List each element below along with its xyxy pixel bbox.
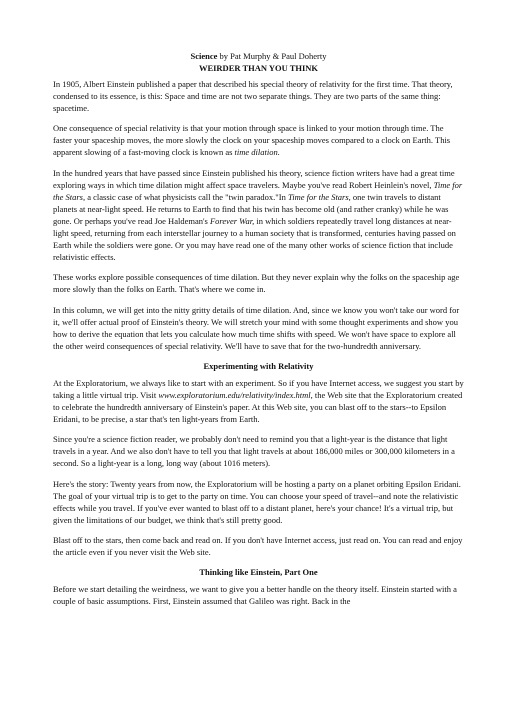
column-header <box>53 50 464 62</box>
paragraph-6: At the Exploratorium, we always like to start with an experiment. So if you have Internet access, we suggest you start by taking a little virtual trip. Visit www.exploratorium.edu/relativity/index.html, the Web site that the Exploratorium created to celebrate the hundredth anniversary of Einstein's paper. At this Web site, you can blast off to the stars--to Epsilon Eridani, to be precise, a star that's ten light-years from Earth. <box>53 377 464 425</box>
book-title: Forever War, <box>209 215 255 226</box>
article-title: WEIRDER THAN YOU THINK <box>198 63 319 73</box>
byline: by Pat Murphy & Paul Doherty <box>217 51 327 61</box>
paragraph-8: Here's the story: Twenty years from now, the Exploratorium will be hosting a party on a planet orbiting Epsilon Eridani. The goal of your virtual trip is to get to the party on time. You can choose your speed of travel--and note the relativistic effects while you travel. If you've ever wanted to blast off to a distant planet, here's your chance! It's a virtual trip, but given the limitations of our budget, we think that's still pretty good. <box>53 478 461 525</box>
term-time-dilation: time dilation. <box>234 147 280 158</box>
paragraph-1: In 1905, Albert Einstein published a paper that described his special theory of relativity for the first time. That theory, condensed to its essence, is this: Space and time are not two separate things. They are two parts of the same thing: spacetime. <box>53 79 453 114</box>
paragraph-2: One consequence of special relativity is that your motion through space is linked to your motion through time. The faster your spaceship moves, the more slowly the clock on your spaceship moves compared to a clock on Earth. This apparent slowing of a fast-moving clock is known as time dilation. <box>53 123 451 158</box>
website-url: www.exploratorium.edu/relativity/index.html <box>158 389 311 400</box>
section-heading-experimenting: Experimenting with Relativity <box>203 360 314 371</box>
paragraph-10: Before we start detailing the weirdness, we want to give you a better handle on the theory itself. Einstein started with a couple of basic assumptions. First, Einstein assumed that Galileo was right. Back in the <box>53 584 457 607</box>
paragraph-4: These works explore possible consequences of time dilation. But they never explain why the folks on the spaceship age more slowly than the folks on Earth. That's where we come in. <box>53 272 460 295</box>
book-title: Time for the Stars, <box>287 191 351 202</box>
section-name: Science <box>190 51 218 61</box>
paragraph-3: In the hundred years that have passed since Einstein published his theory, science fiction writers have had a great time exploring ways in which time dilation might affect space travelers. Maybe you've read Robert Heinlein's novel, Time for the Stars, a classic case of what physicists call the "twin paradox."In Time for the Stars, one twin travels to distant planets at near-light speed. He returns to Earth to find that his twin has become old (and rather cranky) while he was gone. Or perhaps you've read Joe Haldeman's Forever War, in which soldiers repeatedly travel long distances at near-light speed, returning from each interstellar journey to a human society that is transformed, centuries having passed on Earth while the soldiers were gone. Or you may have read one of the many other works of science fiction that include relativistic effects. <box>53 167 463 263</box>
paragraph-9: Blast off to the stars, then come back and read on. If you don't have Internet access, just read on. You can read and enjoy the article even if you never visit the Web site. <box>53 534 463 557</box>
section-heading-thinking: Thinking like Einstein, Part One <box>199 567 318 578</box>
book-title: Time for the Stars, <box>53 179 463 202</box>
paragraph-5: In this column, we will get into the nitty gritty details of time dilation. And, since we know you won't take our word for it, we'll offer actual proof of Einstein's theory. We will stretch your mind with some thought experiments and show you how to derive the equation that lets you calculate how much time shifts with speed. We won't have space to explore all the other weird consequences of special relativity. We'll have to save that for the two-hundredth anniversary. <box>53 304 460 351</box>
paragraph-7: Since you're a science fiction reader, we probably don't need to remind you that a light-year is the distance that light travels in a year. And we also don't have to tell you that light travels at about 186,000 miles or 300,000 kilometers in a second. So a light-year is a long, long way (about 1016 meters). <box>53 434 455 469</box>
